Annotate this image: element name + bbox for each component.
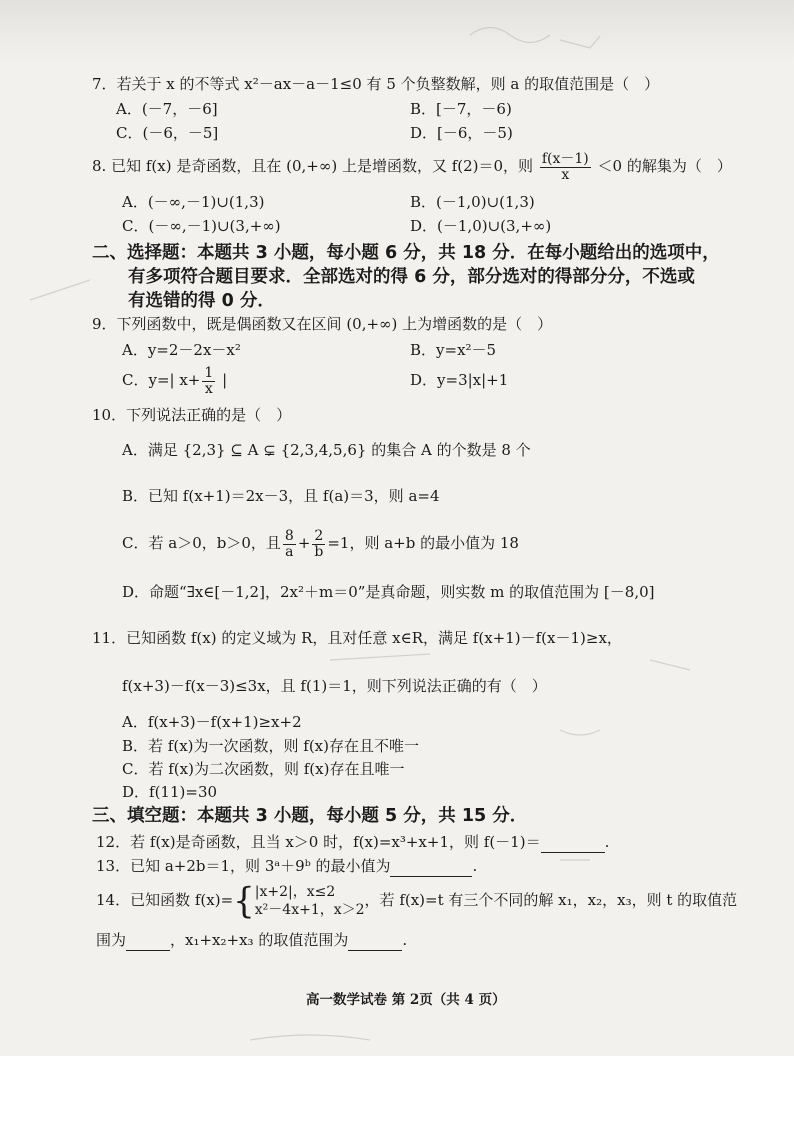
q9-stem: 9．下列函数中，既是偶函数又在区间 (0,+∞) 上为增函数的是（ ）: [92, 315, 553, 333]
q7-option-a: A．(－7，－6]: [116, 100, 218, 118]
q10-c-den2: b: [314, 543, 324, 560]
q14-l2c: .: [402, 931, 408, 949]
section3-heading: 三、填空题：本题共 3 小题，每小题 5 分，共 15 分．: [92, 806, 528, 826]
section2-heading-line1: 二、选择题：本题共 3 小题，每小题 6 分，共 18 分．在每小题给出的选项中，: [92, 243, 720, 263]
q14-cases: [255, 883, 365, 919]
q11-option-c: C．若 f(x)为二次函数，则 f(x)存在且唯一: [122, 760, 405, 778]
q10-option-b: B．已知 f(x+1)＝2x－3，且 f(a)＝3，则 a=4: [122, 487, 440, 505]
q14-case2: x²－4x+1，x＞2: [254, 902, 365, 918]
section2-heading-line2: 有多项符合题目要求．全部选对的得 6 分，部分选对的得部分分，不选或: [128, 267, 695, 287]
q13-period: .: [472, 857, 478, 875]
q12-period: .: [604, 833, 610, 851]
q14-l2b: ，x₁+x₂+x₃ 的取值范围为: [170, 931, 349, 949]
q7-option-c: C．(－6，－5]: [116, 124, 219, 142]
q14-case1: |x+2|，x≤2: [254, 884, 336, 900]
q9-option-b: B．y=x²－5: [410, 341, 497, 359]
q8-option-c: C．(－∞,－1)∪(3,+∞): [122, 217, 281, 235]
q14-l2a: 围为: [96, 931, 127, 949]
q7-option-b: B．[－7，－6): [410, 100, 512, 118]
q10-c-den1: a: [285, 543, 294, 560]
q9-c-numerator: 1: [204, 364, 214, 381]
q10-c-num1: 8: [284, 527, 294, 544]
q14-answer-blank-2[interactable]: [348, 930, 402, 951]
q13-answer-blank[interactable]: [390, 856, 472, 877]
q10-stem: 10．下列说法正确的是（ ）: [92, 406, 292, 424]
q11-stem-line2: f(x+3)－f(x－3)≤3x，且 f(1)＝1，则下列说法正确的有（ ）: [122, 677, 547, 695]
q11-option-d: D．f(11)=30: [122, 783, 218, 801]
q7-option-d: D．[－6，－5): [410, 124, 513, 142]
q12: [96, 832, 609, 853]
q11-stem-line1: 11．已知函数 f(x) 的定义域为 R，且对任意 x∈R，满足 f(x+1)－f(x－1)≥x，: [92, 629, 622, 647]
q8-stem-pre: 8. 已知 f(x) 是奇函数，且在 (0,+∞) 上是增函数，又 f(2)＝0，则: [92, 157, 534, 175]
q7-stem: 7．若关于 x 的不等式 x²－ax－a－1≤0 有 5 个负整数解，则 a 的取值范围是（ ）: [92, 75, 660, 93]
q9-c-denominator: x: [204, 380, 213, 397]
q9-c-pre: C．y=| x+: [122, 371, 201, 389]
section2-heading-line3: 有选错的得 0 分．: [128, 291, 275, 311]
q8-stem-post: ＜0 的解集为（ ）: [597, 157, 732, 175]
q8-option-b: B．(－1,0)∪(1,3): [410, 193, 535, 211]
q9-c-fraction: [202, 366, 215, 397]
q14-line2: [96, 930, 407, 951]
q10-option-a: A．满足 {2,3} ⊆ A ⊊ {2,3,4,5,6} 的集合 A 的个数是 8 个: [122, 441, 531, 459]
q8-fraction-denominator: x: [561, 166, 570, 183]
q10-option-c: [122, 524, 519, 562]
q8-fraction: [540, 152, 591, 183]
q14-answer-blank-1[interactable]: [126, 930, 170, 951]
q14-post: ，若 f(x)=t 有三个不同的解 x₁，x₂，x₃，则 t 的取值范: [364, 891, 738, 909]
q13: [96, 856, 477, 877]
q8-option-a: A．(－∞,－1)∪(1,3): [122, 193, 265, 211]
q10-c-num2: 2: [312, 529, 325, 545]
q8-option-d: D．(－1,0)∪(3,+∞): [410, 217, 552, 235]
q8-fraction-numerator: f(x－1): [541, 150, 589, 167]
q12-text: 12．若 f(x)是奇函数，且当 x＞0 时，f(x)=x³+x+1，则 f(－1)＝: [96, 833, 541, 851]
q8-stem: [92, 146, 732, 186]
q9-option-a: A．y=2－2x－x²: [122, 341, 241, 359]
q9-option-c: [122, 362, 227, 398]
q14-pre: 14．已知函数 f(x)=: [96, 891, 234, 909]
page-footer: 高一数学试卷 第 2页（共 4 页）: [306, 992, 506, 1008]
q14-line1: [96, 880, 737, 920]
q10-c-fraction1: [283, 529, 296, 560]
q12-answer-blank[interactable]: [541, 832, 605, 853]
q14-brace: {: [233, 880, 255, 922]
q10-c-pre: C．若 a＞0，b＞0，且: [122, 534, 281, 552]
q9-option-d: D．y=3|x|+1: [410, 371, 509, 389]
q11-option-b: B．若 f(x)为一次函数，则 f(x)存在且不唯一: [122, 737, 419, 755]
q10-c-plus: +: [297, 534, 311, 552]
q10-c-fraction2: [312, 529, 325, 560]
q9-c-post: |: [217, 371, 228, 389]
q10-c-post: =1，则 a+b 的最小值为 18: [327, 534, 519, 552]
q10-option-d: D．命题“∃x∈[－1,2]，2x²＋m＝0”是真命题，则实数 m 的取值范围为 [－8,0]: [122, 583, 655, 601]
q13-text: 13．已知 a+2b＝1，则 3ᵃ＋9ᵇ 的最小值为: [96, 857, 391, 875]
q11-option-a: A．f(x+3)－f(x+1)≥x+2: [122, 713, 302, 731]
